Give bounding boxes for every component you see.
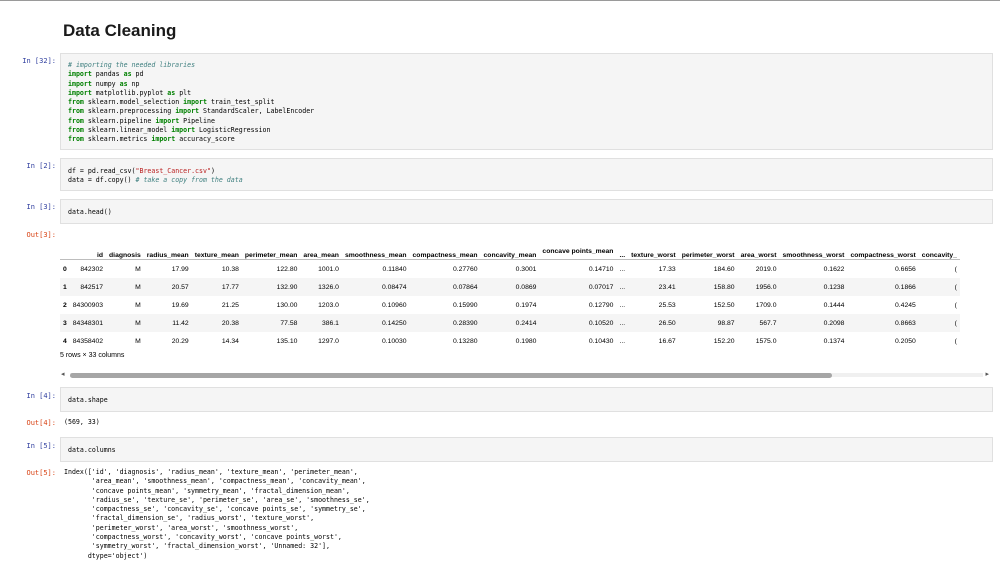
- table-cell: M: [106, 278, 144, 296]
- table-cell: ...: [619, 337, 626, 345]
- out-prompt-3: Out[3]:: [26, 231, 56, 239]
- table-cell: 84300903: [72, 301, 104, 309]
- column-header: ...: [616, 224, 628, 260]
- column-header: perimeter_worst: [679, 224, 738, 260]
- table-cell: 0.13280: [452, 337, 478, 345]
- table-cell: 0.2414: [481, 314, 540, 332]
- column-header: area_mean: [300, 224, 342, 260]
- in-prompt-32: In [32]:: [22, 57, 56, 65]
- table-cell: (: [954, 301, 957, 309]
- code-token: import: [68, 79, 92, 88]
- table-cell: 20.38: [192, 314, 242, 332]
- column-header: concavity_mean: [481, 224, 540, 260]
- code-line: [68, 135, 314, 144]
- table-cell: 0.6656: [895, 265, 916, 273]
- code-line: [68, 70, 314, 79]
- in-prompt-3: In [3]:: [26, 203, 56, 211]
- code-token: import: [68, 88, 92, 97]
- code-token: ): [210, 167, 215, 175]
- scroll-right-arrow-icon[interactable]: ▸: [985, 371, 989, 378]
- row-index: 1: [60, 278, 70, 296]
- table-cell: 1203.0: [318, 301, 339, 309]
- table-cell: 20.29: [171, 337, 189, 345]
- code-token: pd: [131, 70, 144, 79]
- scroll-left-arrow-icon[interactable]: ◂: [61, 371, 65, 378]
- column-header: compactness_worst: [847, 224, 918, 260]
- table-cell: 0.1374: [823, 337, 845, 345]
- table-row: [60, 314, 960, 332]
- table-cell: 184.60: [713, 265, 735, 273]
- code-token: from: [68, 126, 84, 135]
- table-cell: 0.1980: [515, 337, 537, 345]
- table-cell: 0.3001: [515, 265, 537, 273]
- table-row: [60, 296, 960, 314]
- table-cell: 17.77: [192, 278, 242, 296]
- in-prompt-5: In [5]:: [26, 442, 56, 450]
- table-cell: 0.1866: [847, 278, 918, 296]
- table-cell: (: [954, 265, 957, 273]
- code-token: as: [123, 70, 132, 79]
- columns-output: Index(['id', 'diagnosis', 'radius_mean', 'texture_mean', 'perimeter_mean', 'area_mean', 'smoothness_mean', 'compactness_mean', 'concavity_mean', 'concave points_mean', 'symmetry_mean', 'fractal_dimension_mean', 'radius_se', 'texture_se', 'perimeter_se', 'area_se', 'smoothness_se', 'compactness_se', 'concavity_se', 'concave points_se', 'symmetry_se', 'fractal_dimension_se', 'radius_worst', 'texture_worst', 'perimeter_worst', 'area_worst', 'smoothness_worst', 'compactness_worst', 'concavity_worst', 'concave points_worst', 'symmetry_worst', 'fractal_dimension_worst', 'Unnamed: 32'], dtype='object'): [64, 468, 370, 560]
- column-header: smoothness_worst: [779, 224, 847, 260]
- code-token: np: [127, 79, 140, 88]
- table-cell: ...: [616, 314, 628, 332]
- table-cell: 0.1974: [515, 301, 537, 309]
- code-token: "Breast_Cancer.csv": [135, 167, 211, 175]
- table-cell: 1001.0: [318, 265, 339, 273]
- code-cell-imports[interactable]: [60, 53, 993, 150]
- in-prompt-2: In [2]:: [26, 162, 56, 170]
- scrollbar-thumb[interactable]: [70, 373, 832, 378]
- code-line: [68, 80, 314, 89]
- horizontal-scrollbar[interactable]: [60, 370, 993, 380]
- code-editor-read-csv[interactable]: [68, 167, 243, 186]
- code-token: numpy: [91, 79, 120, 88]
- code-token: import: [183, 98, 207, 107]
- table-cell: 158.80: [679, 278, 738, 296]
- column-header: concavity_: [919, 224, 960, 260]
- table-cell: 1709.0: [755, 301, 777, 309]
- table-cell: 0.10520: [539, 314, 616, 332]
- code-token: df = pd.read_csv(: [68, 167, 136, 175]
- table-cell: 0.0869: [481, 278, 540, 296]
- table-cell: 0.27760: [452, 265, 478, 273]
- table-cell: 10.38: [221, 265, 239, 273]
- code-token: sklearn.preprocessing: [83, 107, 176, 116]
- code-token: from: [68, 116, 84, 125]
- code-line: [68, 126, 314, 135]
- table-cell: 98.87: [679, 314, 738, 332]
- code-token: import: [171, 126, 196, 135]
- table-cell: 0.10960: [381, 301, 407, 309]
- code-token: StandardScaler, LabelEncoder: [199, 107, 315, 116]
- column-header: [60, 224, 70, 260]
- table-cell: ...: [619, 301, 626, 309]
- table-cell: 17.99: [171, 265, 189, 273]
- code-editor-shape[interactable]: [68, 396, 108, 405]
- code-line: [68, 61, 314, 70]
- table-cell: 152.50: [713, 301, 735, 309]
- table-cell: 0.1622: [823, 265, 845, 273]
- table-cell: 26.50: [628, 314, 679, 332]
- table-cell: 842302: [80, 265, 104, 273]
- code-token: sklearn.model_selection: [83, 98, 184, 107]
- table-cell: 23.41: [628, 278, 679, 296]
- code-cell-columns[interactable]: [60, 437, 993, 462]
- code-token: sklearn.pipeline: [83, 116, 156, 125]
- code-cell-shape[interactable]: [60, 387, 993, 412]
- code-line: [68, 396, 108, 405]
- table-cell: (: [919, 278, 960, 296]
- code-editor-head[interactable]: [68, 208, 112, 217]
- table-cell: 0.07017: [539, 278, 616, 296]
- table-cell: 152.20: [713, 337, 735, 345]
- table-cell: 0.1444: [823, 301, 845, 309]
- code-token: data.shape: [68, 396, 108, 404]
- code-editor-imports[interactable]: [68, 61, 314, 145]
- code-line: [68, 117, 314, 126]
- code-line: [68, 208, 112, 217]
- table-cell: 16.67: [658, 337, 676, 345]
- table-cell: 0.4245: [895, 301, 916, 309]
- out-prompt-5: Out[5]:: [26, 469, 56, 477]
- table-cell: 21.25: [221, 301, 239, 309]
- code-token: from: [68, 107, 84, 116]
- table-row: [60, 260, 960, 279]
- table-cell: 567.7: [738, 314, 780, 332]
- table-cell: 0.14710: [588, 265, 614, 273]
- row-index: 4: [63, 337, 67, 345]
- code-token: data.columns: [68, 446, 116, 454]
- table-cell: 0.1238: [779, 278, 847, 296]
- code-line: [68, 176, 243, 185]
- column-header: radius_mean: [144, 224, 192, 260]
- section-heading: Data Cleaning: [63, 21, 177, 40]
- table-cell: 0.12790: [588, 301, 614, 309]
- code-token: sklearn.linear_model: [83, 126, 172, 135]
- table-cell: 2019.0: [755, 265, 777, 273]
- code-token: data = df.copy(): [68, 176, 136, 185]
- column-header: texture_worst: [628, 224, 679, 260]
- code-cell-read-csv[interactable]: [60, 158, 993, 191]
- code-token: # take a copy from the data: [135, 176, 243, 185]
- code-token: accuracy_score: [175, 135, 235, 144]
- table-cell: ...: [619, 265, 626, 273]
- table-cell: 14.34: [221, 337, 239, 345]
- table-cell: 17.33: [658, 265, 676, 273]
- table-cell: 0.07864: [410, 278, 481, 296]
- table-cell: 1956.0: [738, 278, 780, 296]
- table-cell: (: [954, 337, 957, 345]
- column-header: diagnosis: [106, 224, 144, 260]
- code-token: import: [175, 107, 200, 116]
- code-editor-columns[interactable]: [68, 446, 116, 455]
- table-cell: 0.15990: [452, 301, 478, 309]
- column-header: smoothness_mean: [342, 224, 410, 260]
- table-row: [60, 332, 960, 350]
- code-token: sklearn.metrics: [83, 135, 152, 144]
- column-header: perimeter_mean: [242, 224, 301, 260]
- dataframe-table: [60, 224, 960, 350]
- table-cell: 0.10430: [588, 337, 614, 345]
- table-cell: 19.69: [171, 301, 189, 309]
- table-cell: 1326.0: [300, 278, 342, 296]
- code-line: [68, 167, 243, 176]
- code-token: import: [155, 116, 180, 125]
- row-index: 2: [63, 301, 67, 309]
- table-cell: 0.08474: [342, 278, 410, 296]
- table-cell: 1297.0: [318, 337, 339, 345]
- code-token: from: [68, 98, 84, 107]
- table-row: [60, 278, 960, 296]
- table-cell: M: [135, 265, 141, 273]
- table-cell: 0.14250: [342, 314, 410, 332]
- table-cell: 0.8663: [847, 314, 918, 332]
- code-token: # importing the needed libraries: [68, 61, 196, 69]
- dataframe-output: [60, 224, 996, 345]
- table-cell: (: [919, 314, 960, 332]
- table-cell: 20.57: [144, 278, 192, 296]
- code-token: data.head(): [68, 208, 112, 216]
- code-token: from: [68, 135, 84, 144]
- code-token: Pipeline: [179, 116, 215, 125]
- out-prompt-4: Out[4]:: [26, 419, 56, 427]
- row-index: 3: [60, 314, 70, 332]
- code-token: pandas: [91, 70, 124, 79]
- table-cell: 842517: [70, 278, 106, 296]
- table-cell: 84358402: [72, 337, 104, 345]
- table-cell: 135.10: [276, 337, 298, 345]
- table-cell: M: [135, 337, 141, 345]
- table-cell: 11.42: [144, 314, 192, 332]
- table-cell: 122.80: [276, 265, 298, 273]
- column-header: texture_mean: [192, 224, 242, 260]
- table-cell: 0.11840: [382, 265, 407, 273]
- table-cell: ...: [616, 278, 628, 296]
- table-cell: 0.2098: [779, 314, 847, 332]
- table-cell: 77.58: [242, 314, 301, 332]
- table-cell: 130.00: [276, 301, 298, 309]
- code-token: train_test_split: [206, 98, 275, 107]
- row-index: 0: [63, 265, 67, 273]
- column-header: id: [70, 224, 106, 260]
- dataframe-shape-text: 5 rows × 33 columns: [60, 352, 125, 359]
- table-cell: 0.28390: [410, 314, 481, 332]
- table-cell: 1575.0: [755, 337, 777, 345]
- code-token: import: [151, 135, 176, 144]
- code-token: as: [119, 79, 128, 88]
- column-header: concave points_mean: [539, 224, 616, 260]
- top-border: [0, 0, 1000, 1]
- table-cell: 386.1: [300, 314, 342, 332]
- table-cell: 25.53: [658, 301, 676, 309]
- code-token: LogisticRegression: [195, 126, 271, 135]
- table-cell: 0.10030: [381, 337, 407, 345]
- code-token: matplotlib.pyplot: [91, 88, 168, 97]
- code-line: [68, 89, 314, 98]
- code-cell-head[interactable]: [60, 199, 993, 224]
- table-cell: 132.90: [242, 278, 301, 296]
- code-token: import: [68, 70, 92, 79]
- column-header: compactness_mean: [410, 224, 481, 260]
- table-cell: 0.2050: [895, 337, 916, 345]
- code-token: as: [167, 88, 176, 97]
- table-cell: M: [135, 301, 141, 309]
- dataframe-header-row: [60, 224, 960, 260]
- code-line: [68, 107, 314, 116]
- code-line: [68, 98, 314, 107]
- code-line: [68, 446, 116, 455]
- code-token: plt: [175, 88, 192, 97]
- table-cell: 84348301: [70, 314, 106, 332]
- column-header: area_worst: [738, 224, 780, 260]
- table-cell: M: [106, 314, 144, 332]
- shape-output: (569, 33): [64, 418, 100, 426]
- in-prompt-4: In [4]:: [26, 392, 56, 400]
